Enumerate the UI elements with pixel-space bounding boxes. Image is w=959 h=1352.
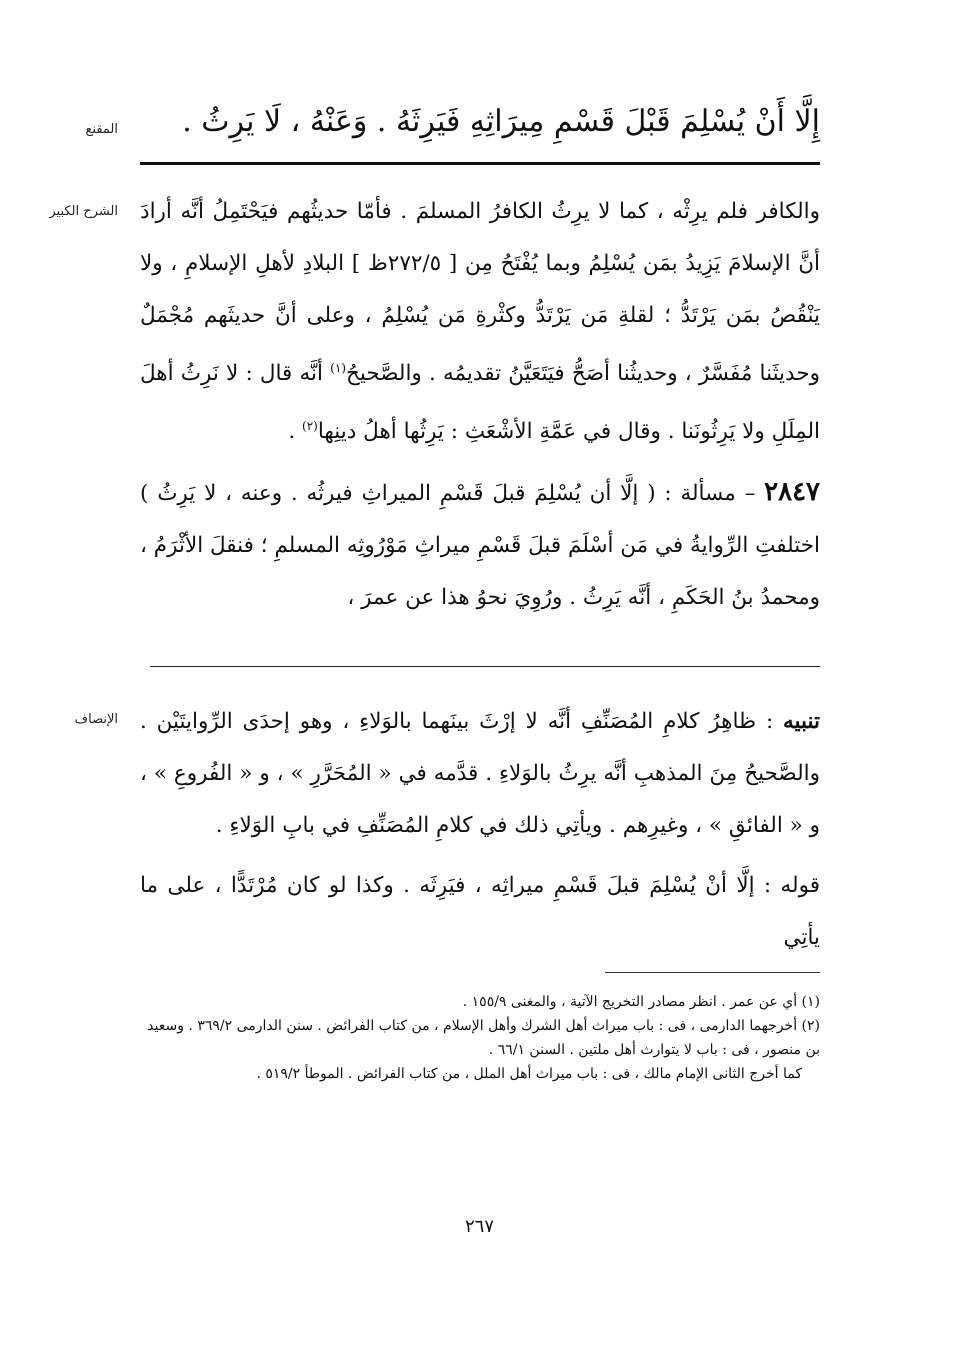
sharh-para1-end: .	[288, 419, 296, 445]
insaf-para1-text: : ظاهِرُ كلامِ المُصَنِّفِ أنَّه لا إرْثَ بينَهما بالوَلاءِ ، وهو إحدَى الرِّوايتَيْن . والصَّحيحُ مِنَ المذهبِ أنَّه يرِثُ بالوَلاءِ . قدَّمه في « المُحَرَّرِ » ، و « الفُروعِ » ، و « الفائقِ » ، وغيرِهم . ويأتِي ذلك في كلامِ المُصَنِّفِ في بابِ الوَلاءِ .	[140, 709, 820, 838]
tanbih-label: تنبيه	[783, 709, 820, 734]
footnote-ref-2: (٢)	[302, 419, 318, 434]
footnote-1: (١) أي عن عمر . انظر مصادر التخريج الآتية ، والمغنى ١٥٥/٩ .	[462, 994, 820, 1010]
footnote-2: (٢) أخرجهما الدارمى ، فى : باب ميراث أهل الشرك وأهل الإسلام ، من كتاب الفرائض . سنن الدارمى ٣٦٩/٢ . وسعيد بن منصور ، فى : باب لا يتوارث أهل ملتين . السنن ٦٦/١ .	[147, 1018, 820, 1058]
footnotes	[140, 990, 820, 1086]
sharh-para1-continued: أنَّه قال : لا نَرِثُ أهلَ المِلَلِ ولا يَرِثُونَنا . وقال في عَمَّةِ الأشْعَثِ : يَرِثُها أهلُ دينِها	[140, 361, 820, 445]
issue-number: ٢٨٤٧	[764, 477, 820, 508]
insaf-section	[140, 696, 820, 964]
sharh-para1-text: والكافر فلم يرِثْه ، كما لا يرِثُ الكافرُ المسلمَ . فأمّا حديثُهم فيَحْتَمِلُ أنَّه أرادَ أنَّ الإسلامَ يَزِيدُ بمَن يُسْلِمُ وبما يُفْتَحُ مِن [ ٢٧٢/٥ظ ] البلادِ لأهلِ الإسلامِ ، ولا يَنْقُصُ بمَن يَرْتَدُّ ؛ لقلةِ مَن يَرْتَدُّ وكثْرةِ مَن يُسْلِمُ ، وعلى أنَّ حديثَهم مُجْمَلٌ وحديثَنا مُفَسَّرٌ ، وحديثُنا أصَحُّ فيَتَعَيَّنُ تقديمُه . والصَّحيحُ	[140, 199, 821, 387]
side-label-sharh: الشرح الكبير	[49, 204, 118, 219]
sharh-paragraph-1	[140, 186, 820, 458]
section-divider-heavy	[140, 162, 820, 165]
insaf-paragraph-1	[140, 696, 820, 852]
insaf-paragraph-2: قوله : إلَّا أنْ يُسْلِمَ قبلَ قَسْمِ ميراثِه ، فيَرِثَه . وكذا لو كان مُرْتَدًّا ، على ما يأتِي	[140, 873, 820, 950]
sharh-section	[140, 186, 820, 624]
muqni-text: إِلَّا أَنْ يُسْلِمَ قَبْلَ قَسْمِ مِيرَاثِهِ فَيَرِثَهُ . وَعَنْهُ ، لَا يَرِثُ .	[182, 104, 820, 139]
sharh-para2-text: – مسألة : ( إلَّا أن يُسْلِمَ قبلَ قَسْمِ الميراثِ فيرثُه . وعنه ، لا يَرِثُ ) اختلفتِ الرِّوايةُ في مَن أسْلَمَ قبلَ قَسْمِ ميراثِ مَوْرُوثِه المسلمِ ؛ فنقلَ الأثْرَمُ ، ومحمدُ بنُ الحَكَمِ ، أنَّه يَرِثُ . ورُوِيَ نحوُ هذا عن عمرَ ،	[140, 481, 820, 611]
footnote-ref-1: (١)	[330, 361, 346, 375]
footnote-2-continuation: كما أخرج الثانى الإمام مالك ، فى : باب ميراث أهل الملل ، من كتاب الفرائض . الموطأ ٥١٩/٢ .	[256, 1066, 802, 1082]
side-label-muqni: المقنع	[85, 122, 118, 137]
section-divider-thin	[150, 666, 820, 667]
footnote-divider	[605, 972, 820, 973]
sharh-paragraph-2	[140, 466, 820, 624]
side-label-insaf: الإنصاف	[74, 712, 118, 727]
page-number: ٢٦٧	[464, 1216, 494, 1237]
